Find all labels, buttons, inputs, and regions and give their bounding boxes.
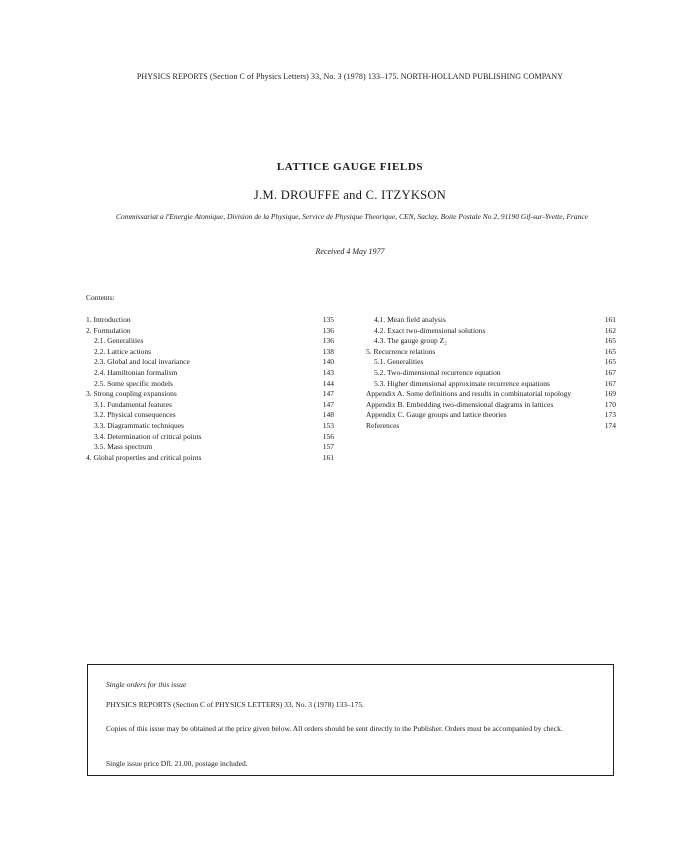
toc-entry-title: Appendix B. Embedding two-dimensional diagrams in lattices bbox=[366, 399, 554, 409]
toc-entry-page: 135 bbox=[322, 315, 334, 324]
toc-entry bbox=[366, 315, 616, 326]
toc-entry-title: 2.4. Hamiltonian formalism bbox=[94, 367, 178, 377]
toc-entry-page: 147 bbox=[322, 399, 334, 409]
toc-entry-title: 3.3. Diagrammatic techniques bbox=[94, 420, 184, 430]
toc-entry-title: 5. Recurrence relations bbox=[366, 346, 436, 356]
toc-entry bbox=[86, 336, 334, 347]
toc-entry-page: 174 bbox=[604, 420, 616, 430]
order-box-issue: PHYSICS REPORTS (Section C of PHYSICS LETTERS) 33, No. 3 (1978) 133–175. bbox=[106, 700, 364, 709]
author-itzykson: C. ITZYKSON bbox=[365, 188, 447, 202]
toc-entry-title: 3.1. Fundamental features bbox=[94, 399, 172, 409]
toc-left-column bbox=[86, 315, 334, 463]
toc-entry-page: 157 bbox=[322, 442, 334, 452]
order-box-instructions: Copies of this issue may be obtained at the price given below. All orders should be sent directly to the Publisher. Orders must be accompanied by check. bbox=[106, 724, 563, 733]
toc-right-column bbox=[366, 315, 616, 432]
toc-entry-page: 165 bbox=[604, 357, 616, 367]
toc-entry-title: 3. Strong coupling expansions bbox=[86, 389, 177, 399]
toc-entry-title: 4.1. Mean field analysis bbox=[374, 315, 446, 324]
toc-entry-page: 167 bbox=[604, 378, 616, 388]
toc-entry-title: 3.4. Determination of critical points bbox=[94, 431, 202, 441]
toc-entry bbox=[86, 421, 334, 432]
toc-entry-page: 148 bbox=[322, 410, 334, 420]
toc-entry-page: 162 bbox=[604, 325, 616, 335]
toc-entry-title: References bbox=[366, 420, 400, 430]
order-box-title: Single orders for this issue bbox=[106, 680, 187, 689]
toc-entry-page: 156 bbox=[322, 431, 334, 441]
toc-entry bbox=[366, 389, 616, 400]
toc-entry-title: 2.3. Global and local invariance bbox=[94, 357, 190, 367]
toc-entry-title: Appendix C. Gauge groups and lattice theories bbox=[366, 410, 507, 420]
author-drouffe: J.M. DROUFFE bbox=[253, 188, 340, 202]
toc-entry-page: 173 bbox=[604, 410, 616, 420]
journal-header: PHYSICS REPORTS (Section C of Physics Letters) 33, No. 3 (1978) 133–175. NORTH-HOLLAND PUBLISHING COMPANY bbox=[136, 72, 564, 81]
toc-entry-title: 5.1. Generalities bbox=[374, 357, 424, 367]
toc-entry-title: 2.1. Generalities bbox=[94, 336, 144, 346]
toc-entry bbox=[86, 379, 334, 390]
toc-entry bbox=[86, 389, 334, 400]
toc-entry bbox=[86, 315, 334, 326]
toc-entry bbox=[86, 442, 334, 453]
toc-entry bbox=[366, 347, 616, 358]
toc-entry bbox=[366, 357, 616, 368]
toc-entry-page: 138 bbox=[322, 346, 334, 356]
toc-entry-title: 4.3. The gauge group Z₂ bbox=[374, 336, 447, 346]
authors bbox=[0, 188, 700, 203]
toc-entry bbox=[86, 326, 334, 337]
contents-heading: Contents: bbox=[86, 293, 115, 302]
toc-entry-page: 170 bbox=[604, 399, 616, 409]
toc-entry-page: 136 bbox=[322, 325, 334, 335]
order-box-price: Single issue price Dfl. 21.00, postage included. bbox=[106, 759, 248, 768]
toc-entry-title: 3.5. Mass spectrum bbox=[94, 442, 153, 452]
toc-entry-page: 167 bbox=[604, 367, 616, 377]
toc-entry-page: 165 bbox=[604, 336, 616, 346]
toc-entry bbox=[86, 357, 334, 368]
toc-entry bbox=[86, 347, 334, 358]
toc-entry bbox=[366, 421, 616, 432]
toc-entry-title: 5.3. Higher dimensional approximate recurrence equations bbox=[374, 378, 550, 388]
toc-entry-page: 161 bbox=[604, 315, 616, 324]
toc-entry-page: 165 bbox=[604, 346, 616, 356]
toc-entry-page: 140 bbox=[322, 357, 334, 367]
toc-entry-title: 4. Global properties and critical points bbox=[86, 452, 202, 462]
toc-entry-page: 147 bbox=[322, 389, 334, 399]
toc-entry-page: 161 bbox=[322, 452, 334, 462]
toc-entry-title: 5.2. Two-dimensional recurrence equation bbox=[374, 367, 501, 377]
toc-entry bbox=[366, 379, 616, 390]
toc-entry-title: 2. Formulation bbox=[86, 325, 131, 335]
toc-entry bbox=[86, 400, 334, 411]
toc-entry-page: 143 bbox=[322, 367, 334, 377]
authors-and: and bbox=[343, 188, 363, 202]
toc-entry-page: 169 bbox=[604, 389, 616, 399]
toc-entry-title: 1. Introduction bbox=[86, 315, 131, 324]
toc-entry bbox=[366, 326, 616, 337]
toc-entry-title: Appendix A. Some definitions and results in combinatorial topology bbox=[366, 389, 572, 399]
toc-entry-title: 3.2. Physical consequences bbox=[94, 410, 176, 420]
toc-entry bbox=[86, 410, 334, 421]
toc-entry-title: 4.2. Exact two-dimensional solutions bbox=[374, 325, 486, 335]
toc-entry-title: 2.5. Some specific models bbox=[94, 378, 173, 388]
toc-entry bbox=[86, 432, 334, 443]
toc-entry-page: 144 bbox=[322, 378, 334, 388]
order-box bbox=[87, 664, 614, 776]
toc-entry-title: 2.2. Lattice actions bbox=[94, 346, 152, 356]
toc-entry bbox=[366, 400, 616, 411]
affiliation: Commissariat a l'Energie Atomique, Division de la Physique, Service de Physique Theorique, CEN, Saclay, Boite Postale No 2, 91190 Gif-sur-Yvette, France bbox=[115, 212, 588, 221]
toc-entry bbox=[366, 336, 616, 347]
toc-entry-page: 136 bbox=[322, 336, 334, 346]
toc-entry bbox=[86, 453, 334, 464]
paper-title: LATTICE GAUGE FIELDS bbox=[276, 161, 424, 173]
toc-entry bbox=[366, 368, 616, 379]
toc-entry bbox=[86, 368, 334, 379]
toc-entry-page: 153 bbox=[322, 420, 334, 430]
toc-entry bbox=[366, 410, 616, 421]
received-date: Received 4 May 1977 bbox=[315, 247, 385, 256]
